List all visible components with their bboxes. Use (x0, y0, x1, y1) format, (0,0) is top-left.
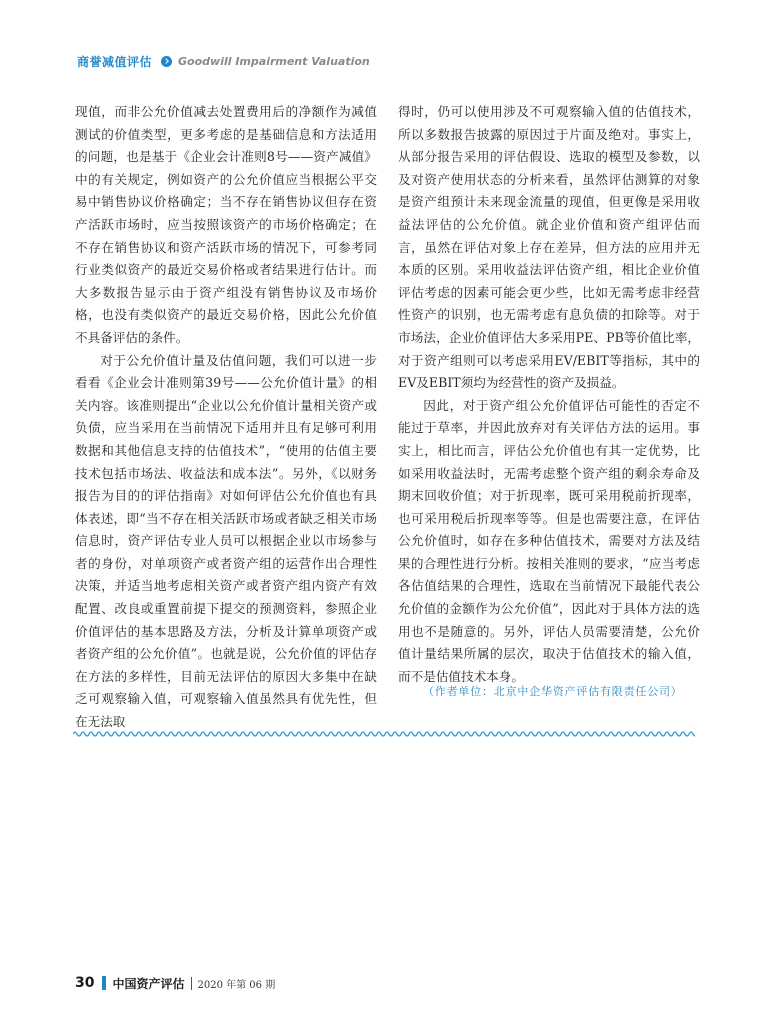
paragraph: 因此，对于资产组公允价值评估可能性的否定不能过于草率，并因此放弃对有关评估方法的运用。事实上，相比而言，评估公允价值也有其一定优势，比如采用收益法时，无需考虑整个资产组的剩余寿命及期末回收价值；对于折现率，既可采用税前折现率，也可采用税后折现率等等。但是也需要注意，在评估公允价值时，如存在多种估值技术，需要对方法及结果的合理性进行分析。按相关准则的要求，“应当考虑各估值结果的合理性，选取在当前情况下最能代表公允价值的金额作为公允价值”，因此对于具体方法的选用也不是随意的。另外，评估人员需要清楚，公允价值计量结果所属的层次，取决于估值技术的输入值，而不是估值技术本身。 (398, 397, 700, 684)
author-affiliation: （作者单位：北京中企华资产评估有限责任公司） (423, 685, 683, 698)
wave-divider (73, 729, 695, 739)
page-footer (75, 975, 275, 991)
magazine-name: 中国资产评估 (112, 976, 185, 991)
right-column (398, 101, 700, 688)
footer-accent-bar (102, 976, 106, 990)
issue-label: 2020 年第 06 期 (197, 979, 276, 991)
chevron-right-circle-icon (161, 56, 172, 67)
paragraph: 得时，仍可以使用涉及不可观察输入值的估值技术，所以多数报告披露的原因过于片面及绝对。事实上，从部分报告采用的评估假设、选取的模型及参数，以及对资产使用状态的分析来看，虽然评估测算的对象是资产组预计未来现金流量的现值，但更像是采用收益法评估的公允价值。就企业价值和资产组评估而言，虽然在评估对象上存在差异，但方法的应用并无本质的区别。采用收益法评估资产组，相比企业价值评估考虑的因素可能会更少些，比如无需考虑非经营性资产的识别，也无需考虑有息负债的扣除等。对于市场法，企业价值评估大多采用PE、PB等价值比率，对于资产组则可以考虑采用EV/EBIT等指标，其中的EV及EBIT须均为经营性的资产及损益。 (398, 104, 700, 391)
running-header (77, 52, 370, 70)
footer-separator (191, 977, 192, 990)
page-number: 30 (75, 975, 95, 991)
paragraph: 对于公允价值计量及估值问题，我们可以进一步看看《企业会计准则第39号——公允价值计量》的相关内容。该准则提出“企业以公允价值计量相关资产或负债，应当采用在当前情况下适用并且有足够可利用数据和其他信息支持的估值技术”，“使用的估值主要技术包括市场法、收益法和成本法”。另外，《以财务报告为目的的评估指南》对如何评估公允价值也有具体表述，即“当不存在相关活跃市场或者缺乏相关市场信息时，资产评估专业人员可以根据企业以市场参与者的身份，对单项资产或者资产组的运营作出合理性决策，并适当地考虑相关资产或者资产组内资产有效配置、改良或重置前提下提交的预测资料，参照企业价值评估的基本思路及方法，分析及计算单项资产或者资产组的公允价值”。也就是说，公允价值的评估存在方法的多样性，目前无法评估的原因大多集中在缺乏可观察输入值，可观察输入值虽然具有优先性，但在无法取 (75, 352, 377, 730)
paragraph: 现值，而非公允价值减去处置费用后的净额作为减值测试的价值类型，更多考虑的是基础信息和方法适用的问题，也是基于《企业会计准则8号——资产减值》中的有关规定，例如资产的公允价值应当根据公平交易中销售协议价格确定；当不存在销售协议但存在资产活跃市场时，应当按照该资产的市场价格确定；在不存在销售协议和资产活跃市场的情况下，可参考同行业类似资产的最近交易价格或者结果进行估计。而大多数报告显示由于资产组没有销售协议及市场价格，也没有类似资产的最近交易价格，因此公允价值不具备评估的条件。 (75, 104, 377, 345)
left-column (75, 101, 377, 734)
section-title-en: Goodwill Impairment Valuation (178, 54, 370, 68)
section-title-cn: 商誉减值评估 (77, 54, 153, 69)
